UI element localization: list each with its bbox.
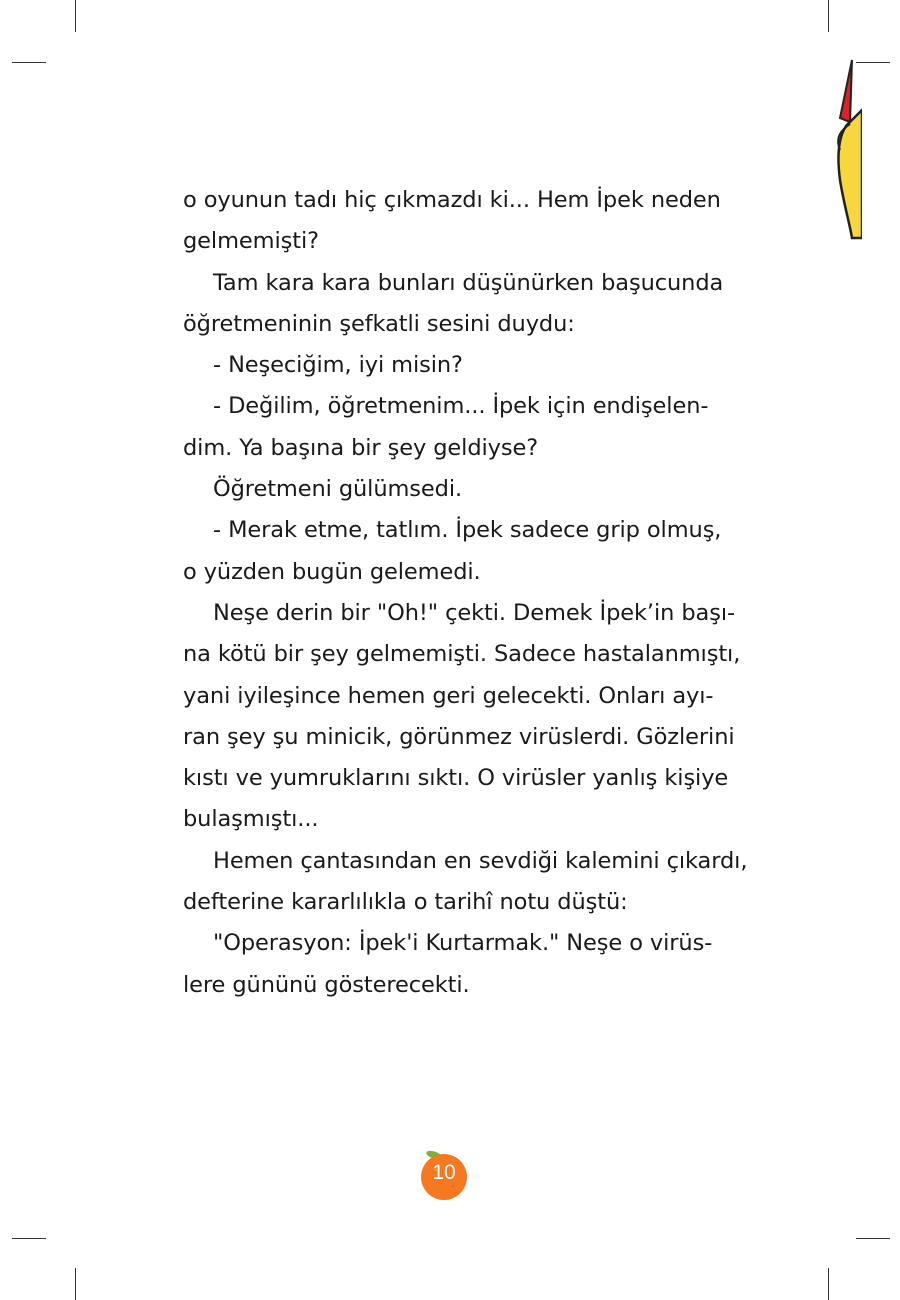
- text-line: ran şey şu minicik, görünmez virüslerdi. Gözlerini: [183, 723, 735, 750]
- text-line: lere gününü gösterecekti.: [183, 971, 470, 998]
- text-line: öğretmeninin şefkatli sesini duydu:: [183, 310, 575, 337]
- crop-mark-bottom-right-h: [856, 1238, 890, 1239]
- pencil-illustration: [830, 40, 862, 240]
- text-line: defterine kararlılıkla o tarihî notu düştü:: [183, 889, 628, 916]
- text-line: Tam kara kara bunları düşünürken başucunda: [213, 269, 724, 296]
- text-line: yani iyileşince hemen geri gelecekti. Onları ayı-: [183, 682, 714, 709]
- crop-mark-bottom-left: [75, 1268, 76, 1300]
- crop-mark-bottom-right: [828, 1268, 829, 1300]
- text-line: Neşe derin bir "Oh!" çekti. Demek İpek’in başı-: [213, 599, 736, 626]
- text-line: dim. Ya başına bir şey geldiyse?: [183, 434, 539, 461]
- text-line: bulaşmıştı...: [183, 806, 319, 833]
- crop-mark-top-right: [828, 0, 829, 32]
- crop-mark-bottom-left-h: [12, 1238, 46, 1239]
- story-text: [183, 180, 748, 1006]
- text-line: - Merak etme, tatlım. İpek sadece grip olmuş,: [213, 517, 722, 544]
- text-line: kıstı ve yumruklarını sıktı. O virüsler yanlış kişiye: [183, 765, 729, 792]
- text-line: o oyunun tadı hiç çıkmazdı ki... Hem İpek neden: [183, 187, 721, 213]
- text-line: Hemen çantasından en sevdiği kalemini çıkardı,: [213, 847, 748, 874]
- page-number: 10: [432, 1161, 456, 1184]
- text-line: - Neşeciğim, iyi misin?: [213, 352, 463, 379]
- crop-mark-top-left: [75, 0, 76, 32]
- text-line: o yüzden bugün gelemedi.: [183, 558, 481, 585]
- text-line: Öğretmeni gülümsedi.: [213, 476, 463, 503]
- text-line: na kötü bir şey gelmemişti. Sadece hastalanmıştı,: [183, 641, 741, 668]
- crop-mark-top-left-h: [12, 62, 46, 63]
- page-number-badge: [420, 1148, 470, 1202]
- text-line: gelmemişti?: [183, 228, 319, 255]
- text-line: "Operasyon: İpek'i Kurtarmak." Neşe o virüs-: [213, 930, 713, 957]
- text-line: - Değilim, öğretmenim... İpek için endişelen-: [213, 393, 709, 420]
